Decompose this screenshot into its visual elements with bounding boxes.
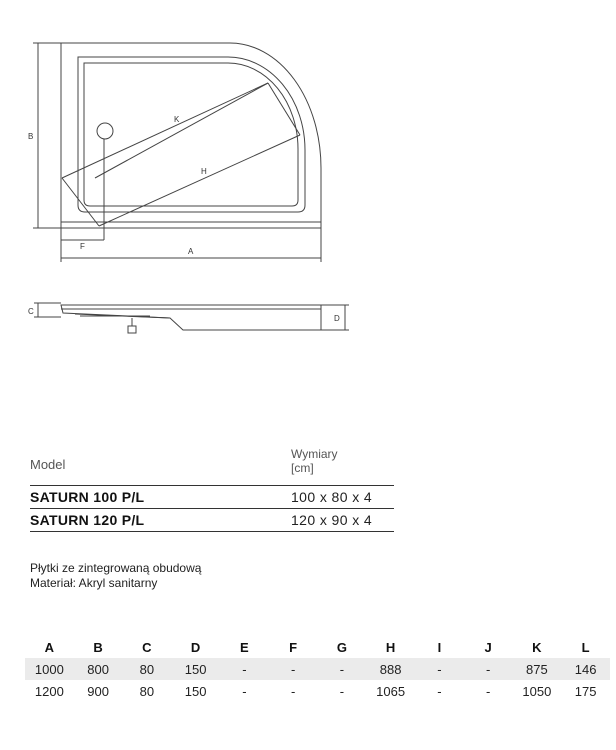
technical-drawing [0,0,616,360]
label-c: C [28,307,34,316]
drain-circle [97,123,113,139]
dim-cell: - [242,683,247,699]
dim-header: D [190,639,201,655]
header-model: Model [30,457,66,472]
model-dims: 100 x 80 x 4 [291,489,373,505]
dim-cell: 1065 [376,683,406,699]
dim-cell: - [290,661,296,677]
model-name: SATURN 100 P/L [30,489,145,505]
dim-header: K [532,639,542,655]
label-k: K [174,115,180,124]
dim-header: A [44,639,55,655]
dim-header: B [93,639,103,655]
dim-header: L [581,639,590,655]
dim-cell: - [437,661,442,677]
tray-outline-top-view [61,43,321,222]
header-dims-line2: [cm] [291,461,314,475]
label-b: B [28,132,34,141]
dim-cell: 800 [87,661,109,677]
dimensions-header-row [25,636,610,658]
dim-cell: 146 [574,661,597,677]
table-row [25,658,610,680]
note-material: Materiał: Akryl sanitarny [30,576,158,590]
dim-cell: - [339,661,345,677]
dim-cell: 175 [574,683,597,699]
table-row [30,485,394,508]
dim-cell: 80 [139,661,155,677]
dim-cell: 1200 [34,683,64,699]
dim-cell: 150 [184,661,207,677]
label-d: D [334,314,340,323]
drain-trap [128,318,136,333]
dim-cell: 875 [526,661,548,677]
dim-header: C [142,639,152,655]
dim-cell: - [339,683,345,699]
product-notes [30,561,201,591]
dim-cell: 1050 [522,683,552,699]
note-integrated-housing: Płytki ze zintegrowaną obudową [30,561,202,575]
dim-cell: - [290,683,296,699]
table-row [30,508,394,532]
label-h: H [201,167,207,176]
dim-header: E [240,639,249,655]
header-dims-line1: Wymiary [291,447,338,461]
model-dims: 120 x 90 x 4 [291,512,373,528]
model-name: SATURN 120 P/L [30,512,145,528]
dimensions-table [25,636,610,702]
label-a: A [188,247,194,256]
dim-cell: 1000 [34,661,64,677]
dim-cell: 888 [379,661,402,677]
dim-cell: - [485,661,491,677]
dim-header: F [289,639,298,655]
dim-cell: 150 [184,683,207,699]
dim-cell: - [242,661,247,677]
header-dimensions [291,447,338,475]
dim-header: I [437,639,442,655]
dim-cell: - [437,683,442,699]
dim-cell: 900 [87,683,109,699]
model-table-header [30,445,394,485]
dim-header: H [385,639,396,655]
dim-cell: - [485,683,491,699]
dim-header: G [336,639,347,655]
dim-header: J [484,639,492,655]
label-f: F [80,242,85,251]
dim-cell: 80 [139,683,155,699]
model-table [30,445,394,532]
table-row [25,680,610,702]
dimension-line-k [95,83,268,178]
